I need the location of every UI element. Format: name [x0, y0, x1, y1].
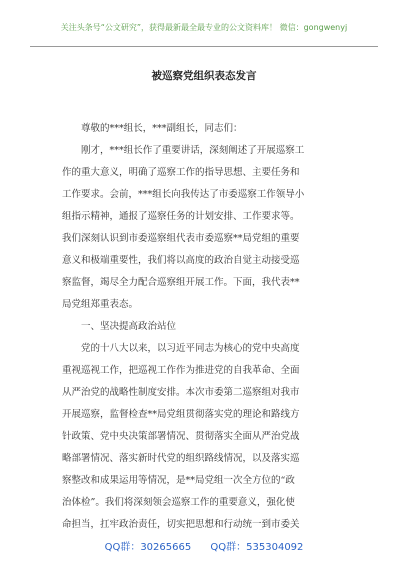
body-line: 我们深刻认识到市委巡察组代表市委巡察**局党组的重要 — [62, 233, 300, 244]
body-line: 党的十八大以来，以习近平同志为核心的党中央高度 — [81, 343, 300, 354]
body-line: 察监督，竭尽全力配合巡察组开展工作。下面，我代表** — [62, 277, 300, 288]
header-banner: 关注头条号“公文研究”，获得最新最全最专业的公文资料库！ 微信：gongwenyj — [60, 23, 348, 32]
body-line: 局党组郑重表态。 — [62, 299, 139, 310]
body-line: 开展巡察，监督检查**局党组贯彻落实党的理论和路线方 — [62, 409, 300, 420]
document-title: 被巡察党组织表态发言 — [151, 70, 257, 82]
section-heading: 一、坚决提高政治站位 — [81, 321, 177, 332]
header-divider — [30, 46, 378, 47]
body-line: 命担当，扛牢政治责任，切实把思想和行动统一到市委关 — [62, 519, 300, 530]
document-body — [62, 118, 346, 536]
body-line: 治体检”。我们将深刻领会巡察工作的重要意义，强化使 — [62, 497, 295, 508]
salutation: 尊敬的***组长，***副组长，同志们： — [81, 123, 243, 134]
body-line: 刚才，***组长作了重要讲话，深刻阐述了开展巡察工 — [81, 145, 305, 156]
body-line: 察整改和成果运用等情况，是**局党组一次全方位的“政 — [62, 475, 295, 486]
body-line: 重视巡视工作，把巡视工作作为推进党的自我革命、全面 — [62, 365, 300, 376]
body-line: 从严治党的战略性制度安排。本次市委第二巡察组对我市 — [62, 387, 300, 398]
body-line: 针政策、党中央决策部署情况、贯彻落实全面从严治党战 — [62, 431, 300, 442]
body-line: 工作要求。会前，***组长向我传达了市委巡察工作领导小 — [62, 189, 305, 200]
body-line: 略部署情况、落实新时代党的组织路线情况，以及落实巡 — [62, 453, 300, 464]
footer — [0, 538, 408, 553]
footer-qq-group-1: QQ群：30265665 — [104, 542, 192, 553]
body-line: 意义和极端重要性，我们将以高度的政治自觉主动接受巡 — [62, 255, 300, 266]
body-line: 作的重大意义，明确了巡察工作的指导思想、主要任务和 — [62, 167, 300, 178]
footer-qq-group-2: QQ群：535304092 — [210, 542, 304, 553]
body-line: 组指示精神，通报了巡察任务的计划安排、工作要求等。 — [62, 211, 300, 222]
